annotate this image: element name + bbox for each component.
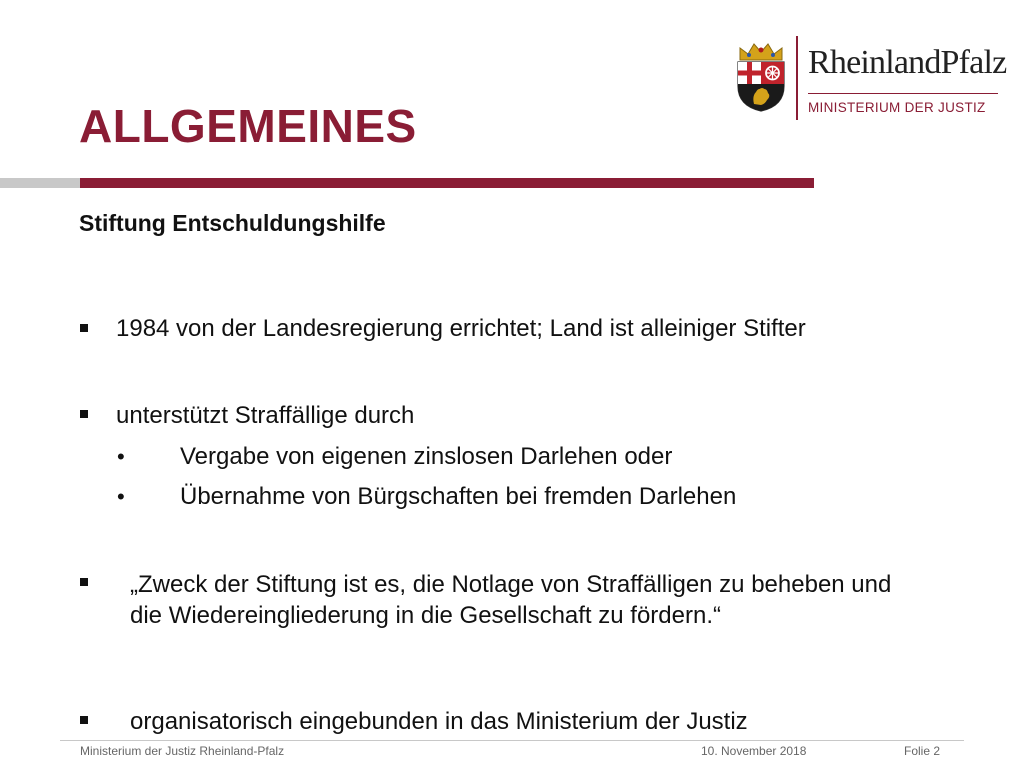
title-band-accent — [80, 178, 814, 188]
footer-rule — [60, 740, 964, 741]
sub-bullet-item: Übernahme von Bürgschaften bei fremden Darlehen — [180, 483, 737, 510]
logo-rule — [808, 93, 998, 94]
logo-divider — [796, 36, 798, 120]
bullet-item: „Zweck der Stiftung ist es, die Notlage von Straffälligen zu beheben und die Wiedereingliederung in die Gesellschaft zu fördern.“ — [130, 571, 892, 629]
square-bullet-icon — [80, 410, 88, 418]
slide-title: ALLGEMEINES — [79, 100, 417, 152]
footer-date: 10. November 2018 — [701, 744, 807, 758]
dot-bullet-icon: • — [117, 444, 125, 469]
slide-subtitle: Stiftung Entschuldungshilfe — [79, 210, 386, 236]
logo-wordmark: RheinlandPfalz — [808, 44, 1007, 81]
bullet-item: unterstützt Straffällige durch — [116, 402, 415, 429]
square-bullet-icon — [80, 716, 88, 724]
footer-page-number: Folie 2 — [904, 744, 941, 758]
square-bullet-icon — [80, 324, 88, 332]
coat-of-arms-icon — [734, 40, 788, 112]
ministry-logo — [734, 36, 1007, 122]
bullet-item: organisatorisch eingebunden in das Ministerium der Justiz — [130, 708, 748, 735]
logo-ministry-label: MINISTERIUM DER JUSTIZ — [808, 100, 986, 115]
sub-bullet-item: Vergabe von eigenen zinslosen Darlehen oder — [180, 443, 673, 470]
title-band-gray — [0, 178, 80, 188]
footer-organization: Ministerium der Justiz Rheinland-Pfalz — [80, 744, 285, 758]
bullet-item: 1984 von der Landesregierung errichtet; Land ist alleiniger Stifter — [116, 315, 806, 342]
square-bullet-icon — [80, 578, 88, 586]
dot-bullet-icon: • — [117, 484, 125, 509]
